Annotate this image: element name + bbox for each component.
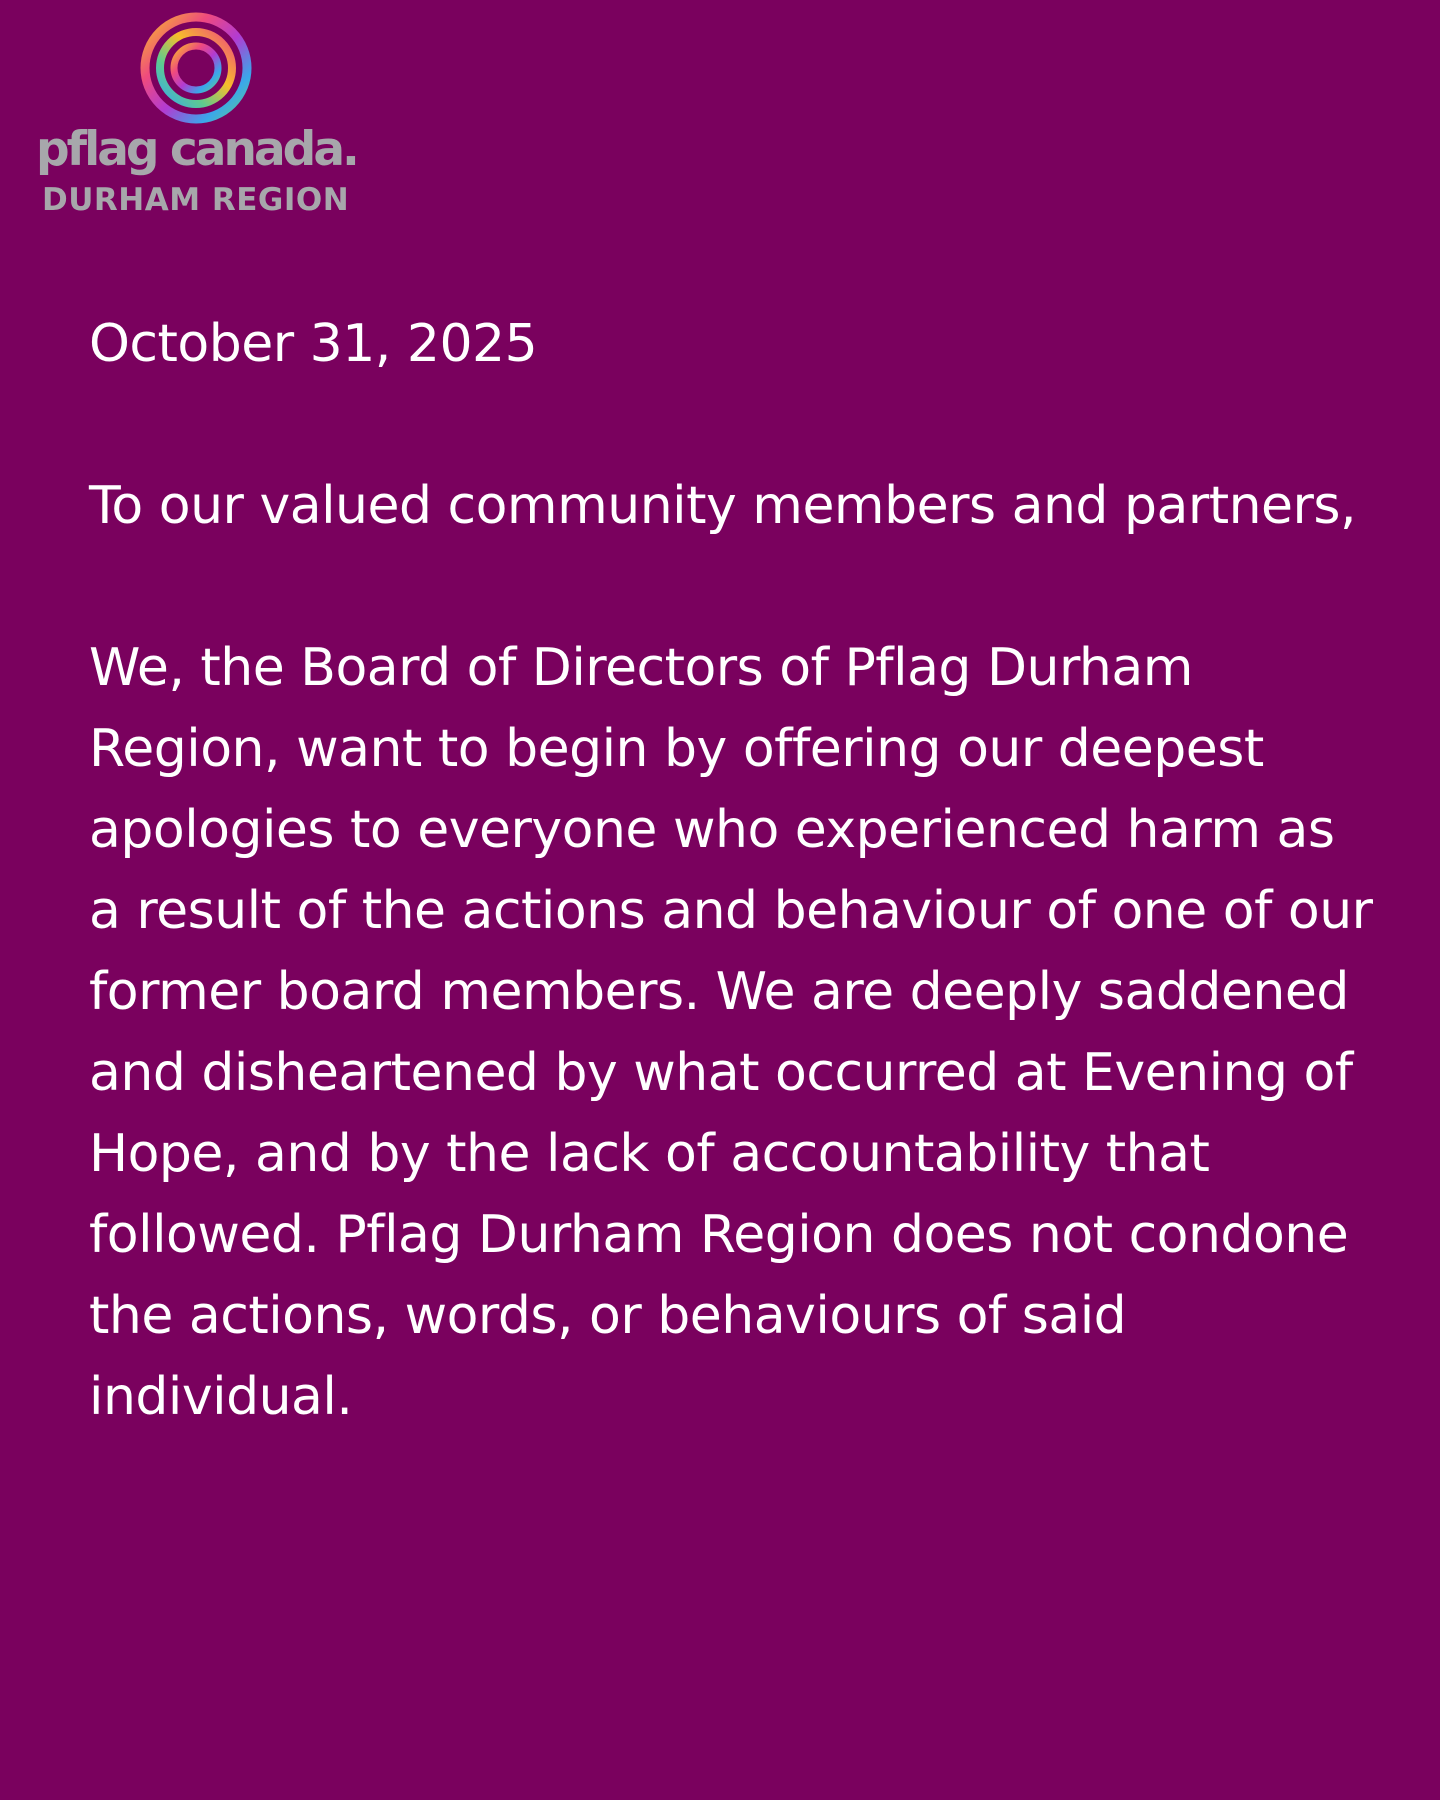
letter-date: October 31, 2025 xyxy=(89,314,538,374)
pflag-logo xyxy=(36,8,376,218)
rainbow-rings-icon xyxy=(136,8,256,128)
letter-body xyxy=(89,304,1379,1438)
letter-salutation: To our valued community members and partners, xyxy=(89,476,1357,536)
letter-paragraph: We, the Board of Directors of Pflag Durham Region, want to begin by offering our deepest apologies to everyone who experienced harm as a result of the actions and behaviour of one of our former board members. We are deeply saddened and disheartened by what occurred at Evening of Hope, and by the lack of accountability that followed. Pflag Durham Region does not condone the actions, words, or behaviours of said individual. xyxy=(89,638,1373,1427)
logo-region-label: DURHAM REGION xyxy=(42,182,350,218)
logo-wordmark: pflag canada. xyxy=(36,122,357,177)
